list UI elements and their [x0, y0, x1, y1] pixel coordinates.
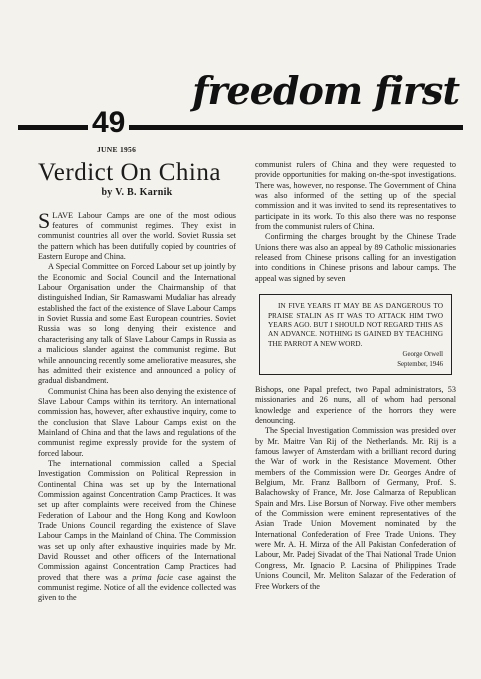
paragraph-4-tail: case against the communist regime. — [38, 572, 236, 593]
pull-quote-date: September, 1946 — [397, 360, 443, 368]
article-byline: by V. B. Karnik — [101, 187, 173, 199]
paragraph-1-text: LAVE Labour Camps are one of the most odious features of communist regimes. They exist in communist countries all over the world. Soviet Russia set the pattern which has been dutifully copied by countries of Eastern Europe and China. — [38, 210, 236, 262]
paragraph-5-text: Notice of all the evidence collected was given to the — [38, 583, 236, 603]
paragraph-4 — [38, 459, 236, 604]
paragraph-6: communist rulers of China and they were requested to provide opportunities for making on-the-spot investigations. There was, however, no response. The Government of China was also informed of the setting up of the special commission and it was invited to send its representatives to participate in its work. To this also there was no response from the communist rulers of China. — [255, 160, 456, 232]
pull-quote-text: IN FIVE YEARS IT MAY BE AS DANGEROUS TO PRAISE STALIN AS IT WAS TO ATTACK HIM TWO YEARS AGO. BUT I SHOULD NOT REGARD THIS AS AN ADVANCE. NOTHING IS GAINED BY TEACHING THE PARROT A NEW WORD. — [268, 301, 443, 348]
issue-number: 49 — [88, 106, 129, 140]
right-column — [255, 160, 456, 592]
paragraph-3: Communist China has been also denying the existence of Slave Labour Camps within its territory. An international commission has, however, after exhaustive inquiry, come to the conclusion that Slave Labour Camps exist on the Mainland of China and that the laws and regulations of the communist regime expressly provide for the system of forced labour. — [38, 386, 236, 458]
issue-date: JUNE 1956 — [97, 145, 137, 154]
prima-facie-italic: prima facie — [132, 572, 173, 582]
paragraph-9: The Special Investigation Commission was presided over by Mr. Maitre Van Rij of the Netherlands. Mr. Rij is a famous lawyer of Amsterdam with a brilliant record during the War of work in the Resistance Movement. Other members of the Commission were Dr. Georges Andre of Belgium, Mr. Franz Ballborn of Germany, Prof. S. Balachowsky of France, Mr. Jose Calmarza of Republican Spain and Mrs. Lise Borsun of Norway. Five other members of the Commission were eminent representatives of the Asian Trade Union Movement nominated by the International Confederation of Free Trade Unions. They were Mr. A. H. Mirza of the All Pakistan Confederation of Labour, Mr. Padej Sivadat of the Thai National Trade Union Congress, Mr. Ignacio P. Lacsina of Philippines Trade Unions Council, Mr. Meliton Salazar of the Federation of Free Workers of the — [255, 426, 456, 591]
paragraph-7: Confirming the charges brought by the Chinese Trade Unions there was also an appeal by 89 Catholic missionaries released from Chinese prisons calling for an investigation into conditions in Chinese prisons and labour camps. The appeal was signed by seven — [255, 232, 456, 283]
masthead-rule — [18, 125, 463, 130]
left-column — [38, 160, 236, 604]
pull-quote-box — [259, 294, 452, 375]
article-title: Verdict On China — [38, 159, 221, 186]
drop-cap: S — [38, 207, 51, 233]
paragraph-1 — [38, 207, 236, 263]
paragraph-2: A Special Committee on Forced Labour set up jointly by the Economic and Social Council and the International Labour Organisation under the Chairmanship of that distinguished Indian, Sir Ramaswami Mudaliar has already established the fact of the existence of Slave Labour Camps in Soviet Russia and some East European countries. Soviet Russia was so long denying their existence and characterising any talk of Slave Labour Camps in Russia as a malicious slander against the communist regime. But while announcing recently some ameliorative measures, she has admitted their existence and announced a policy of gradual disbandment. — [38, 262, 236, 386]
paragraph-4-text: The international commission called a Special Investigation Commission on Political Repression in Continental China was set up by the International Commission against Concentration Camp Practices. It was set up after complaints were received from the Chinese Federation of Labour and the Hong Kong and Kowloon Trade Unions Council regarding the existence of Slave Labour Camps in the Mainland of China. The Commission was set up only after exhaustive inquiries made by Mr. David Rousset and other officers of the International Commission against Concentration Camp Practices had proved that there was a — [38, 458, 236, 582]
pull-quote-author: George Orwell — [402, 351, 443, 359]
paragraph-8: Bishops, one Papal prefect, two Papal administrators, 53 missionaries and 26 nuns, all of whom had personal knowledge and experience of the horrors they were denouncing. — [255, 384, 456, 425]
masthead-title: freedom first — [192, 68, 459, 113]
